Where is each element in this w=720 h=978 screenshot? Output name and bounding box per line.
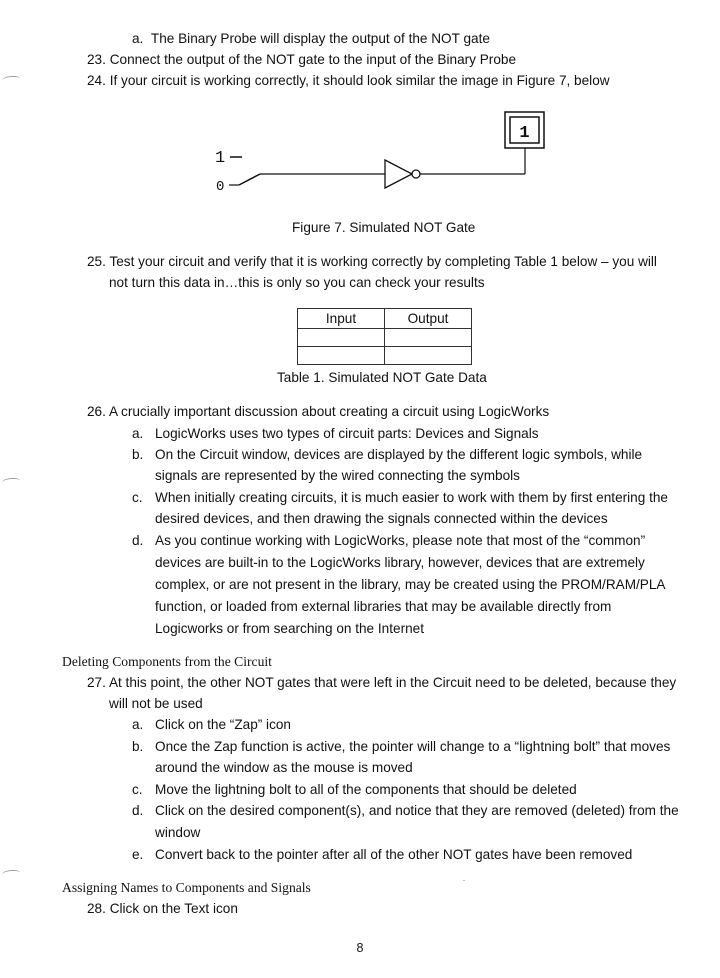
step-27-d: d. [132,803,144,818]
step-26-a-text: LogicWorks uses two types of circuit parts: Devices and Signals [155,426,539,441]
step-27-a-text: Click on the “Zap” icon [155,717,291,732]
table-header-output: Output [385,309,472,329]
table-caption: Table 1. Simulated NOT Gate Data [277,370,487,385]
switch-lever [239,174,260,185]
margin-mark [2,477,21,486]
step-27-e-text: Convert back to the pointer after all of the other NOT gates have been removed [155,847,633,862]
step-26-b-text: On the Circuit window, devices are displayed by the different logic symbols, while [155,447,643,462]
step-24: 24. If your circuit is working correctly, it should look similar the image in Figure 7, below [87,73,610,88]
step-25-cont: not turn this data in…this is only so you can check your results [109,275,485,290]
step-27-e: e. [132,847,144,862]
table-cell [298,329,385,347]
binary-probe-value: 1 [519,124,530,143]
table-cell [298,347,385,365]
section-heading-deleting: Deleting Components from the Circuit [62,654,272,669]
step-26-c: c. [132,490,143,505]
scan-speck [463,880,465,881]
step-27-b-text: around the window as the mouse is moved [155,760,413,775]
step-26-d: d. [132,533,144,548]
margin-mark [2,869,21,878]
step-27-b-text: Once the Zap function is active, the pointer will change to a “lightning bolt” that moves [155,739,671,754]
step-25: 25. Test your circuit and verify that it is working correctly by completing Table 1 below – you will [87,254,657,269]
step-26-d-text: devices are built-in to the LogicWorks library, however, devices that are extremely [155,555,645,570]
not-gate-body [385,160,412,188]
step-26-b: b. [132,447,144,462]
step-27-cont: will not be used [109,696,203,711]
step-23: 23. Connect the output of the NOT gate to the input of the Binary Probe [87,52,516,67]
page-number: 8 [356,941,364,955]
step-26-d-text: As you continue working with LogicWorks, please note that most of the “common” [155,533,646,548]
step-27: 27. At this point, the other NOT gates that were left in the Circuit need to be deleted, because they [87,675,677,690]
switch-low-label: 0 [216,179,225,195]
table-cell [385,347,472,365]
step-26-c-text: When initially creating circuits, it is much easier to work with them by first entering the [155,490,668,505]
step-26: 26. A crucially important discussion about creating a circuit using LogicWorks [87,404,550,419]
step-26-b-text: signals are represented by the wired connecting the symbols [155,468,520,483]
step-27-c: c. [132,782,143,797]
step-27-d-text: Click on the desired component(s), and notice that they are removed (deleted) from the [155,803,679,818]
step-27-c-text: Move the lightning bolt to all of the components that should be deleted [155,782,577,797]
table-cell [385,329,472,347]
step-26-d-text: Logicworks or from searching on the Internet [155,621,424,636]
table-header-input: Input [298,309,385,329]
section-heading-assigning: Assigning Names to Components and Signals [62,880,311,895]
figure-caption: Figure 7. Simulated NOT Gate [292,220,476,235]
switch-high-label: 1 [215,149,226,168]
step-27-b: b. [132,739,144,754]
step-26-a: a. [132,426,144,441]
list-item-a: a. The Binary Probe will display the output of the NOT gate [132,31,490,46]
step-26-d-text: complex, or are not present in the library, may be created using the PROM/RAM/PLA [155,577,666,592]
step-26-d-text: function, or loaded from external libraries that may be available directly from [155,599,612,614]
not-gate-diagram [195,108,555,208]
margin-mark [2,75,21,84]
step-28: 28. Click on the Text icon [87,901,238,916]
not-gate-table [297,308,472,365]
step-27-a: a. [132,717,144,732]
step-26-c-text: desired devices, and then drawing the signals connected within the devices [155,511,608,526]
step-27-d-text: window [155,825,201,840]
not-gate-bubble [412,170,420,178]
